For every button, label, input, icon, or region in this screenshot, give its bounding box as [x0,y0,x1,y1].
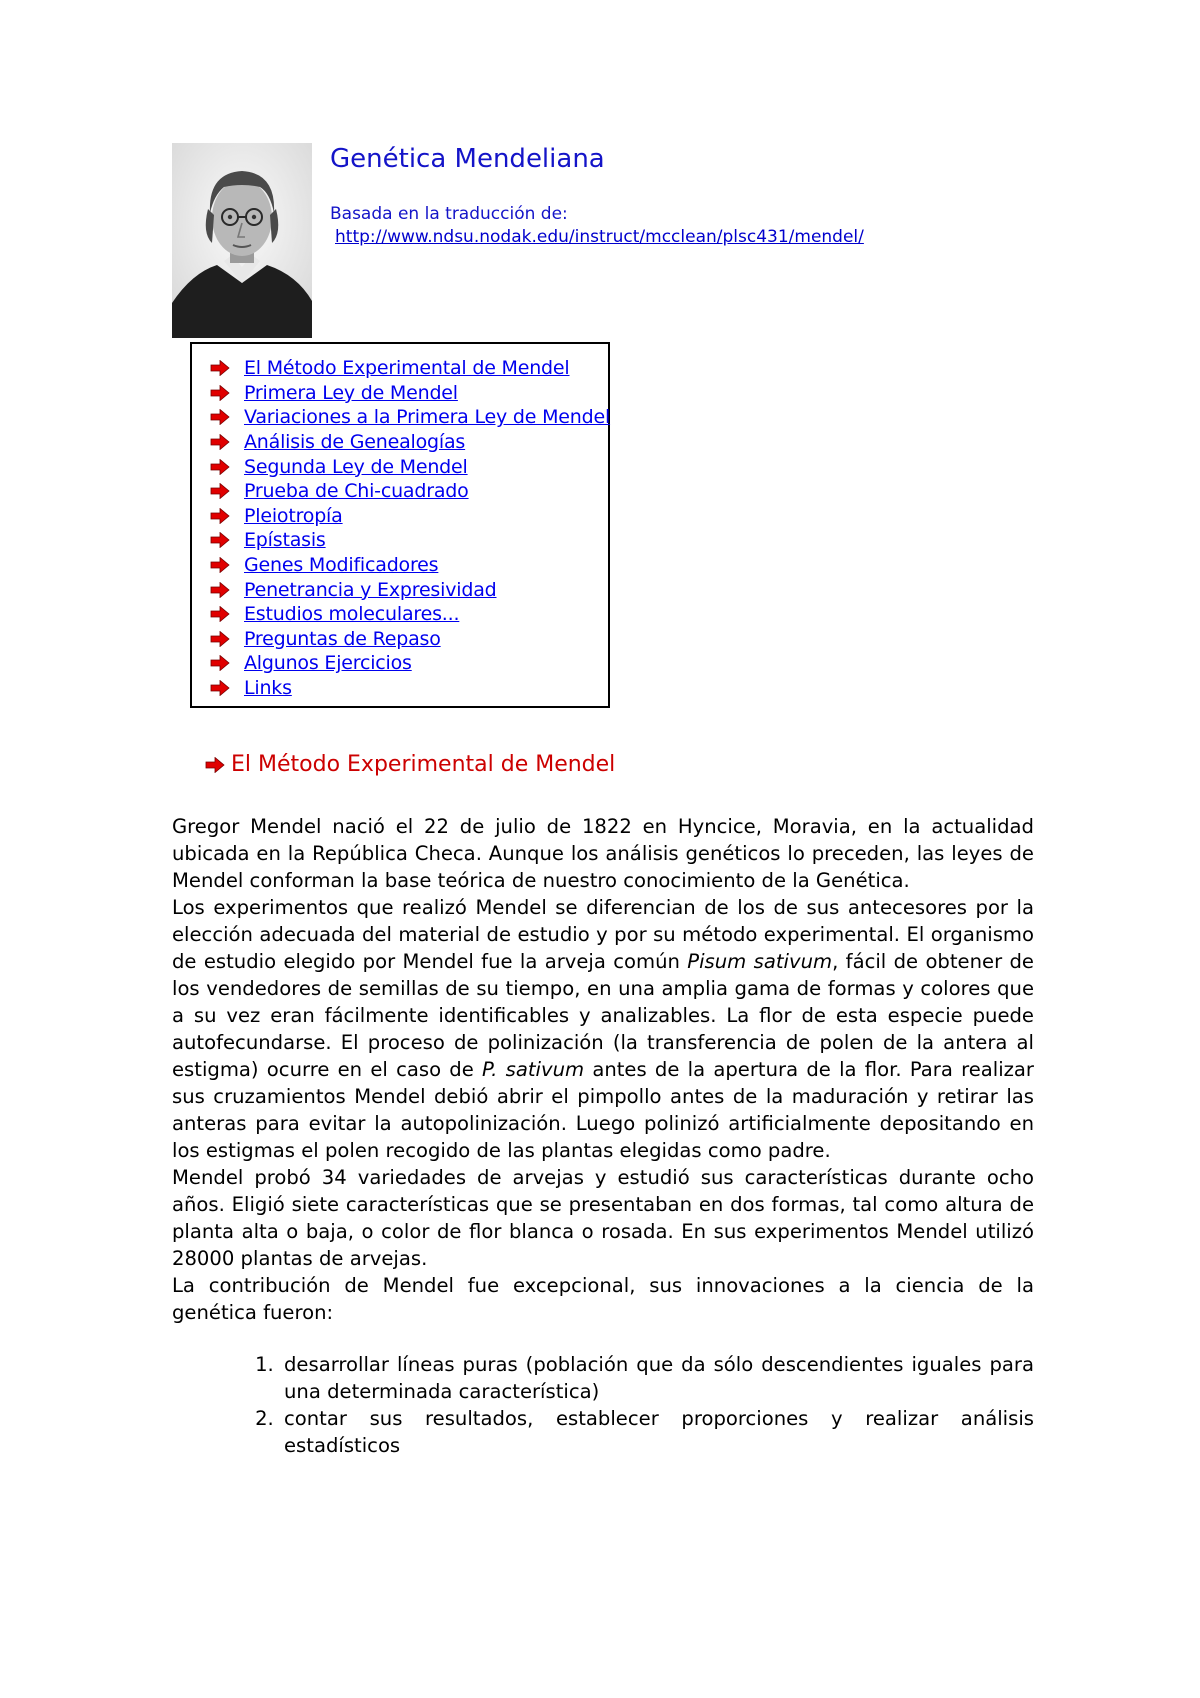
source-link[interactable]: http://www.ndsu.nodak.edu/instruct/mcclean/plsc431/mendel/ [335,227,864,247]
toc-item [210,430,610,455]
red-arrow-icon [210,385,230,401]
list-item: 1. desarrollar líneas puras (población que da sólo descendientes iguales para una determinada característica) [280,1351,1034,1405]
red-arrow-icon [210,680,230,696]
toc-item [210,381,610,406]
toc-link[interactable]: Pleiotropía [244,504,343,527]
toc-item [210,479,610,504]
red-arrow-icon [210,557,230,573]
toc-item [210,356,610,381]
red-arrow-icon [210,409,230,425]
translation-credit: Basada en la traducción de: [330,204,568,224]
toc-link[interactable]: Segunda Ley de Mendel [244,455,468,478]
article-body [172,813,1034,1459]
toc-item [210,577,610,602]
contributions-list [172,1351,1034,1459]
paragraph: Gregor Mendel nació el 22 de julio de 1822 en Hyncice, Moravia, en la actualidad ubicada en la República Checa. Aunque los análisis genéticos lo preceden, las leyes de Mendel conforman la base teórica de nuestro conocimiento de la Genética. [172,815,1034,892]
red-arrow-icon [210,582,230,598]
toc-link[interactable]: Prueba de Chi-cuadrado [244,480,469,503]
toc-link[interactable]: Estudios moleculares... [244,603,460,626]
section-header [205,752,615,777]
red-arrow-icon [210,459,230,475]
toc-link[interactable]: Primera Ley de Mendel [244,381,458,404]
page-title: Genética Mendeliana [330,144,605,174]
toc-link[interactable]: El Método Experimental de Mendel [244,357,570,380]
paragraph: Los experimentos que realizó Mendel se diferencian de los de sus antecesores por la elección adecuada del material de estudio y por su método experimental. El organismo de estudio elegido por Mendel fue la arveja común Pisum sativum, fácil de obtener de los vendedores de semillas de su tiempo, en una amplia gama de formas y colores que a su vez eran fácilmente identificables y analizables. La flor de esta especie puede autofecundarse. El proceso de polinización (la transferencia de polen de la antera al estigma) ocurre en el caso de P. sativum antes de la apertura de la flor. Para realizar sus cruzamientos Mendel debió abrir el pimpollo antes de la maduración y retirar las anteras para evitar la autopolinización. Luego polinizó artificialmente depositando en los estigmas el polen recogido de las plantas elegidas como padre. [172,896,1034,1162]
red-arrow-icon [210,360,230,376]
section-title: El Método Experimental de Mendel [231,752,616,777]
toc-item [210,454,610,479]
paragraph: La contribución de Mendel fue excepcional, sus innovaciones a la ciencia de la genética fueron: [172,1274,1034,1324]
toc-link[interactable]: Penetrancia y Expresividad [244,578,497,601]
toc-list [210,356,610,700]
toc-link[interactable]: Algunos Ejercicios [244,652,412,675]
toc-item [210,528,610,553]
red-arrow-icon [210,434,230,450]
red-arrow-icon [210,631,230,647]
toc-link[interactable]: Genes Modificadores [244,554,439,577]
toc-item [210,602,610,627]
toc-item [210,627,610,652]
red-arrow-icon [210,606,230,622]
species-name-short: P. sativum [482,1058,585,1081]
toc-link[interactable]: Links [244,677,292,700]
toc-link[interactable]: Preguntas de Repaso [244,627,441,650]
toc-link[interactable]: Variaciones a la Primera Ley de Mendel [244,406,611,429]
species-name: Pisum sativum [687,950,833,973]
red-arrow-icon [210,532,230,548]
toc-item [210,405,610,430]
red-arrow-icon [210,508,230,524]
toc-item [210,676,610,701]
table-of-contents [190,342,610,708]
red-arrow-icon [210,483,230,499]
toc-item [210,651,610,676]
paragraph: Mendel probó 34 variedades de arvejas y estudió sus características durante ocho años. Eligió siete características que se presentaban en dos formas, tal como altura de planta alta o baja, o color de flor blanca o rosada. En sus experimentos Mendel utilizó 28000 plantas de arvejas. [172,1166,1034,1270]
toc-item [210,553,610,578]
toc-item [210,504,610,529]
red-arrow-icon [210,655,230,671]
mendel-portrait [172,143,312,338]
toc-link[interactable]: Análisis de Genealogías [244,431,466,454]
toc-link[interactable]: Epístasis [244,529,326,552]
red-arrow-icon [205,757,225,773]
list-item: 2. contar sus resultados, establecer proporciones y realizar análisis estadísticos [280,1405,1034,1459]
